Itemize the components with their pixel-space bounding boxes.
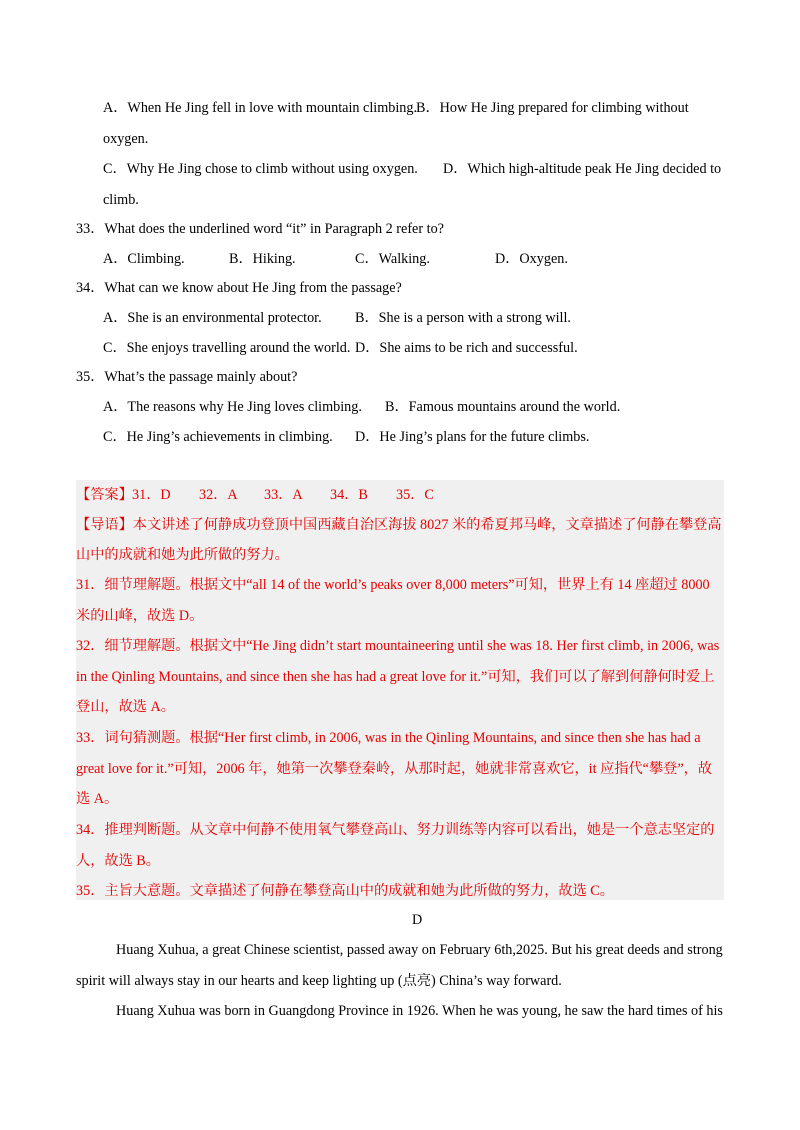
- q34-option-a: A．She is an environmental protector.: [103, 310, 322, 326]
- q35-option-a: A．The reasons why He Jing loves climbing.: [103, 399, 362, 415]
- explain-34-line-1: 34．推理判断题。从文章中何静不使用氧气攀登高山、努力训练等内容可以看出，她是一个意志坚定的: [76, 822, 715, 838]
- q33-option-b: B．Hiking.: [229, 251, 296, 267]
- q34-stem: 34．What can we know about He Jing from the passage?: [76, 280, 402, 296]
- explain-31-line-1: 31．细节理解题。根据文中“all 14 of the world’s peaks over 8,000 meters”可知，世界上有 14 座超过 8000: [76, 577, 710, 593]
- q34-option-d: D．She aims to be rich and successful.: [355, 340, 578, 356]
- q33-option-d: D．Oxygen.: [495, 251, 568, 267]
- explain-33-line-1: 33．词句猜测题。根据“Her first climb, in 2006, was in the Qinling Mountains, and since then she has had a: [76, 730, 701, 746]
- q32-option-d-continued: climb.: [103, 192, 139, 208]
- explain-31-line-2: 米的山峰，故选 D。: [76, 608, 204, 624]
- q35-stem: 35．What’s the passage mainly about?: [76, 369, 298, 385]
- answer-35: 35．C: [396, 487, 434, 503]
- explain-34-line-2: 人，故选 B。: [76, 853, 160, 869]
- q32-option-b: B．How He Jing prepared for climbing without: [416, 100, 689, 116]
- q34-option-c: C．She enjoys travelling around the world.: [103, 340, 351, 356]
- answer-32: 32．A: [199, 487, 238, 503]
- answer-31: 31．D: [132, 487, 171, 503]
- q35-option-d: D．He Jing’s plans for the future climbs.: [355, 429, 590, 445]
- passage-line-3: Huang Xuhua was born in Guangdong Province in 1926. When he was young, he saw the hard times of his: [116, 1003, 723, 1019]
- explain-33-line-3: 选 A。: [76, 791, 119, 807]
- q33-stem: 33．What does the underlined word “it” in Paragraph 2 refer to?: [76, 221, 444, 237]
- explain-33-line-2: great love for it.”可知，2006 年，她第一次攀登秦岭，从那时起，她就非常喜欢它，it 应指代“攀登”，故: [76, 761, 713, 777]
- guide-line-1: 【导语】本文讲述了何静成功登顶中国西藏自治区海拔 8027 米的希夏邦马峰，文章描述了何静在攀登高: [76, 517, 722, 533]
- q32-option-a: A．When He Jing fell in love with mountain climbing.: [103, 100, 418, 116]
- explain-32-line-3: 登山，故选 A。: [76, 699, 175, 715]
- guide-line-2: 山中的成就和她为此所做的努力。: [76, 547, 289, 563]
- q33-option-c: C．Walking.: [355, 251, 430, 267]
- q35-option-c: C．He Jing’s achievements in climbing.: [103, 429, 333, 445]
- answer-label: 【答案】: [76, 487, 133, 503]
- q35-option-b: B．Famous mountains around the world.: [385, 399, 621, 415]
- answer-33: 33．A: [264, 487, 303, 503]
- passage-line-2: spirit will always stay in our hearts and keep lighting up (点亮) China’s way forward.: [76, 973, 562, 989]
- section-heading: D: [412, 912, 423, 928]
- q32-option-b-continued: oxygen.: [103, 131, 149, 147]
- explain-35-line-1: 35．主旨大意题。文章描述了何静在攀登高山中的成就和她为此所做的努力，故选 C。: [76, 883, 614, 899]
- q32-option-c: C．Why He Jing chose to climb without using oxygen.: [103, 161, 418, 177]
- q32-option-d: D．Which high-altitude peak He Jing decided to: [443, 161, 722, 177]
- q33-option-a: A．Climbing.: [103, 251, 185, 267]
- explain-32-line-1: 32．细节理解题。根据文中“He Jing didn’t start mountaineering until she was 18. Her first climb, in 2006, was: [76, 638, 720, 654]
- passage-line-1: Huang Xuhua, a great Chinese scientist, passed away on February 6th,2025. But his great deeds and strong: [116, 942, 723, 958]
- q34-option-b: B．She is a person with a strong will.: [355, 310, 571, 326]
- explain-32-line-2: in the Qinling Mountains, and since then she has had a great love for it.”可知，我们可以了解到何静何时爱上: [76, 669, 715, 685]
- answer-34: 34．B: [330, 487, 368, 503]
